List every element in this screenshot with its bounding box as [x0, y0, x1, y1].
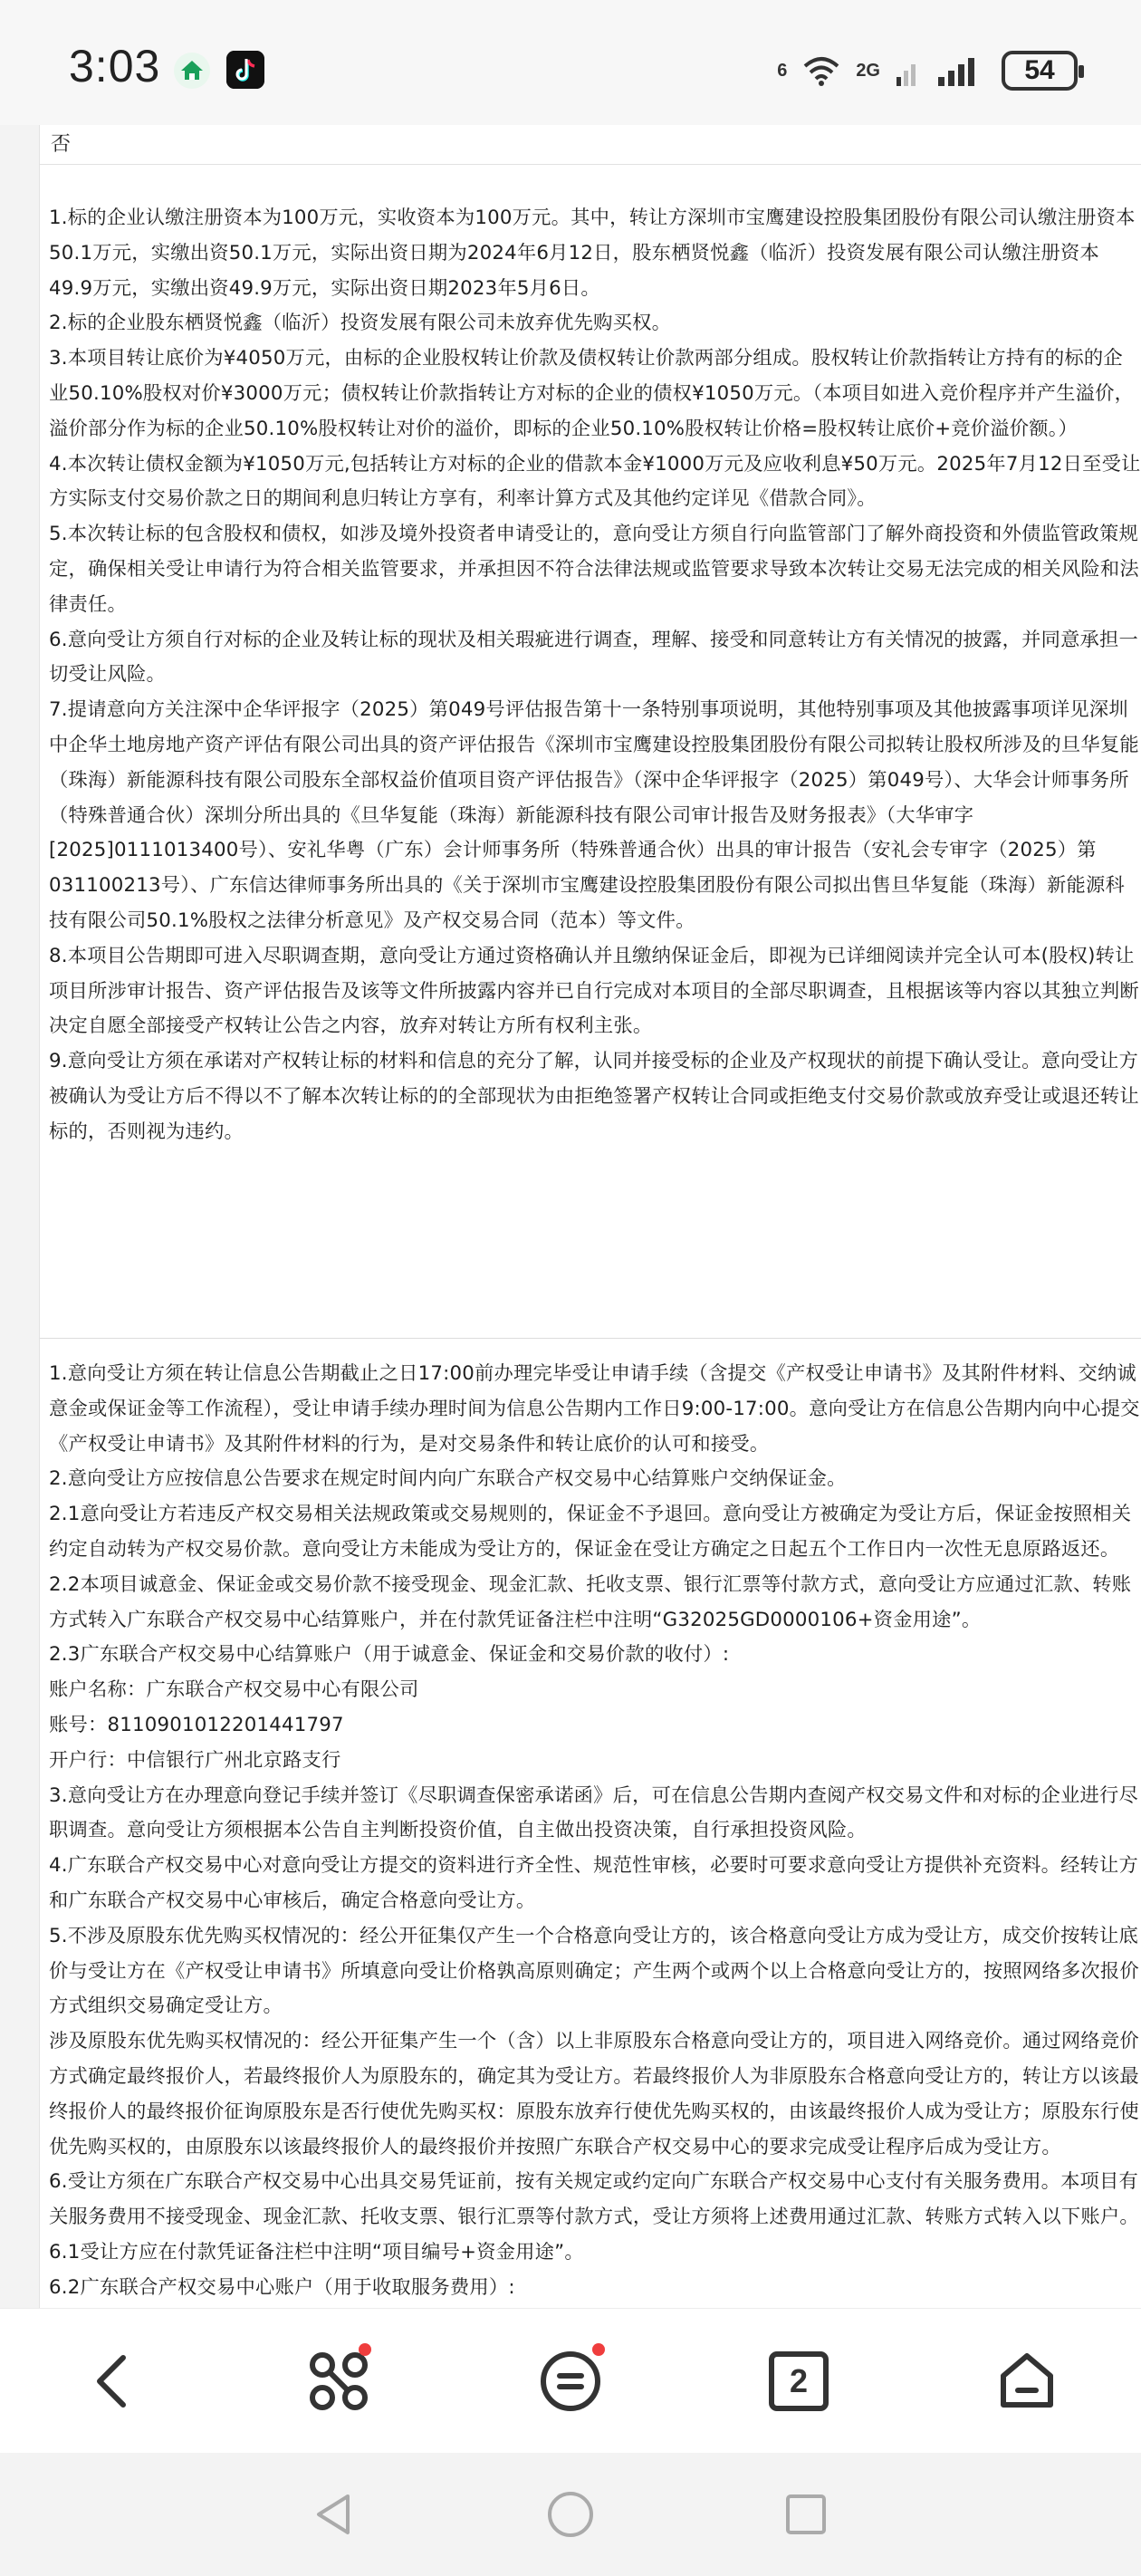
- network-label-a: 6: [777, 60, 788, 81]
- tabs-button[interactable]: [759, 2341, 839, 2421]
- notification-dot: [592, 2343, 605, 2356]
- account-number: 账号：8110901012201441797: [49, 1713, 344, 1736]
- network-label-b: 2G: [856, 60, 880, 81]
- menu-icon: [538, 2349, 603, 2414]
- paragraph: 2.意向受让方应按信息公告要求在规定时间内向广东联合产权交易中心结算账户交纳保证金。: [49, 1467, 847, 1491]
- back-button[interactable]: [72, 2341, 152, 2421]
- paragraph: 6.意向受让方须自行对标的企业及转让标的现状及相关瑕疵进行调查，理解、接受和同意转让方有关情况的披露，并同意承担一切受让风险。: [49, 628, 1139, 687]
- paragraph: 6.受让方须在广东联合产权交易中心出具交易凭证前，按有关规定或约定向广东联合产权交易中心支付有关服务费用。本项目有关服务费用不接受现金、现金汇款、托收支票、银行汇票等付款方式，受让方须将上述费用通过汇款、转账方式转入以下账户。: [49, 2170, 1139, 2229]
- paragraph: 2.1意向受让方若违反产权交易相关法规政策或交易规则的，保证金不予退回。意向受让方被确定为受让方后，保证金按照相关约定自动转为产权交易价款。意向受让方未能成为受让方的，保证金在受让方确定之日起五个工作日内一次性无息原路返还。: [49, 1503, 1132, 1561]
- signal-icon-weak: [896, 55, 922, 86]
- paragraph: 8.本项目公告期即可进入尽职调查期，意向受让方通过资格确认并且缴纳保证金后，即视为已详细阅读并完全认可本(股权)转让项目所涉审计报告、资产评估报告及该等文件所披露内容并已自行完成对本项目的全部尽职调查，且根据该等内容以其独立判断决定自愿全部接受产权转让公告之内容，放弃对转让方所有权利主张。: [49, 944, 1139, 1038]
- paragraph: 7.提请意向方关注深中企华评报字（2025）第049号评估报告第十一条特别事项说明，其他特别事项及其他披露事项详见深圳中企华土地房地产资产评估有限公司出具的资产评估报告《深圳市宝鹰建设控股集团股份有限公司拟转让股权所涉及的旦华复能（珠海）新能源科技有限公司股东全部权益价值项目资产评估报告》（深中企华评报字（2025）第049号）、大华会计师事务所（特殊普通合伙）深圳分所出具的《旦华复能（珠海）新能源科技有限公司审计报告及财务报表》（大华审字[2025]0111013400号）、安礼华粤（广东）会计师事务所（特殊普通合伙）出具的审计报告（安礼会专审字（2025）第031100213号）、广东信达律师事务所出具的《关于深圳市宝鹰建设控股集团股份有限公司拟出售旦华复能（珠海）新能源科技有限公司50.1%股权之法律分析意见》及产权交易合同（范本）等文件。: [49, 698, 1139, 932]
- battery-icon: [1002, 51, 1078, 91]
- paragraph: 5.不涉及原股东优先购买权情况的：经公开征集仅产生一个合格意向受让方的，该合格意向受让方成为受让方，成交价按转让底价与受让方在《产权受让申请书》所填意向受让价格孰高原则确定；产生两个或两个以上合格意向受让方的，按照网络多次报价方式组织交易确定受让方。: [49, 1924, 1139, 2018]
- process-cell: [40, 1339, 1141, 2308]
- table-row: 否: [40, 125, 1141, 165]
- paragraph: 3.本项目转让底价为¥4050万元，由标的企业股权转让价款及债权转让价款两部分组成。股权转让价款指转让方持有的标的企业50.10%股权对价¥3000万元；债权转让价款指转让方对标的企业的债权¥1050万元。（本项目如进入竞价程序并产生溢价，溢价部分作为标的企业50.10%股权转让对价的溢价，即标的企业50.10%股权转让价格=股权转让底价+竞价溢价额。）: [49, 347, 1135, 440]
- system-back-icon[interactable]: [308, 2489, 359, 2540]
- browser-bottom-nav: [0, 2308, 1141, 2453]
- paragraph: 2.3广东联合产权交易中心结算账户（用于诚意金、保证金和交易价款的收付）:: [49, 1643, 730, 1667]
- wifi-icon: [803, 55, 839, 86]
- battery-level: 54: [1024, 55, 1055, 85]
- apps-icon: [306, 2349, 371, 2414]
- status-bar: [0, 0, 1141, 125]
- home-app-icon: [172, 51, 212, 91]
- menu-button[interactable]: [531, 2341, 610, 2421]
- status-indicators: [777, 45, 1078, 96]
- clock: 3:03: [69, 41, 161, 91]
- notification-dot: [359, 2343, 371, 2356]
- tiktok-icon: [226, 51, 264, 89]
- home-icon: [994, 2349, 1060, 2414]
- paragraph: 1.标的企业认缴注册资本为100万元，实收资本为100万元。其中，转让方深圳市宝鹰建设控股集团股份有限公司认缴注册资本50.1万元，实缴出资50.1万元，实际出资日期为2024年6月12日，股东栖贤悦鑫（临沂）投资发展有限公司认缴注册资本49.9万元，实缴出资49.9万元，实际出资日期2023年5月6日。: [49, 207, 1136, 300]
- back-icon: [91, 2352, 134, 2410]
- apps-button[interactable]: [299, 2341, 379, 2421]
- paragraph: 4.本次转让债权金额为¥1050万元,包括转让方对标的企业的借款本金¥1000万元及应收利息¥50万元。2025年7月12日至受让方实际支付交易价款之日的期间利息归转让方享有，利率计算方式及其他约定详见《借款合同》。: [49, 452, 1141, 511]
- tab-count: 2: [789, 2362, 809, 2399]
- paragraph: 3.意向受让方在办理意向登记手续并签订《尽职调查保密承诺函》后，可在信息公告期内查阅产权交易文件和对标的企业进行尽职调查。意向受让方须根据本公告自主判断投资价值，自主做出投资决策，自行承担投资风险。: [49, 1783, 1139, 1842]
- table-label-column: [0, 125, 40, 2308]
- paragraph: 2.2本项目诚意金、保证金或交易价款不接受现金、现金汇款、托收支票、银行汇票等付款方式，意向受让方应通过汇款、转账方式转入广东联合产权交易中心结算账户，并在付款凭证备注栏中注明“G32025GD0000106+资金用途”。: [49, 1572, 1132, 1631]
- system-recents-icon[interactable]: [781, 2489, 831, 2540]
- paragraph: 2.标的企业股东栖贤悦鑫（临沂）投资发展有限公司未放弃优先购买权。: [49, 312, 672, 335]
- paragraph: 1.意向受让方须在转让信息公告期截止之日17:00前办理完毕受让申请手续（含提交《产权受让申请书》及其附件材料、交纳诚意金或保证金等工作流程），受让申请手续办理时间为信息公告期内工作日9:00-17:00。意向受让方在信息公告期内向中心提交《产权受让申请书》及其附件材料的行为，是对交易条件和转让底价的认可和接受。: [49, 1362, 1140, 1456]
- terms-cell: [40, 165, 1141, 1339]
- paragraph: 6.2广东联合产权交易中心账户（用于收取服务费用）:: [49, 2275, 515, 2299]
- paragraph: 涉及原股东优先购买权情况的：经公开征集产生一个（含）以上非原股东合格意向受让方的，项目进入网络竞价。通过网络竞价方式确定最终报价人，若最终报价人为原股东的，确定其为受让方。若最终报价人为非原股东合格意向受让方的，转让方以该最终报价人的最终报价征询原股东是否行使优先购买权：原股东放弃行使优先购买权的，由该最终报价人成为受让方；原股东行使优先购买权的，由原股东以该最终报价人的最终报价并按照广东联合产权交易中心的要求完成受让程序后成为受让方。: [49, 2030, 1139, 2158]
- paragraph: 6.1受让方应在付款凭证备注栏中注明“项目编号+资金用途”。: [49, 2240, 584, 2264]
- system-home-icon[interactable]: [545, 2489, 596, 2540]
- home-button[interactable]: [987, 2341, 1067, 2421]
- paragraph: 9.意向受让方须在承诺对产权转让标的材料和信息的充分了解，认同并接受标的企业及产权现状的前提下确认受让。意向受让方被确认为受让方后不得以不了解本次转让标的的全部现状为由拒绝签署产权转让合同或拒绝支付交易价款或放弃受让或退还转让标的，否则视为违约。: [49, 1050, 1139, 1143]
- paragraph: 4.广东联合产权交易中心对意向受让方提交的资料进行齐全性、规范性审核，必要时可要求意向受让方提供补充资料。经转让方和广东联合产权交易中心审核后，确定合格意向受让方。: [49, 1854, 1139, 1912]
- account-name: 账户名称：广东联合产权交易中心有限公司: [49, 1678, 419, 1702]
- paragraph: 5.本次转让标的包含股权和债权，如涉及境外投资者申请受让的，意向受让方须自行向监管部门了解外商投资和外债监管政策规定，确保相关受让申请行为符合相关监管要求，并承担因不符合法律法规或监管要求导致本次转让交易无法完成的相关风险和法律责任。: [49, 523, 1139, 616]
- system-navigation-bar: [0, 2453, 1141, 2576]
- signal-icon: [938, 55, 985, 86]
- bank-branch: 开户行：中信银行广州北京路支行: [49, 1748, 341, 1772]
- page-content[interactable]: [0, 125, 1141, 2308]
